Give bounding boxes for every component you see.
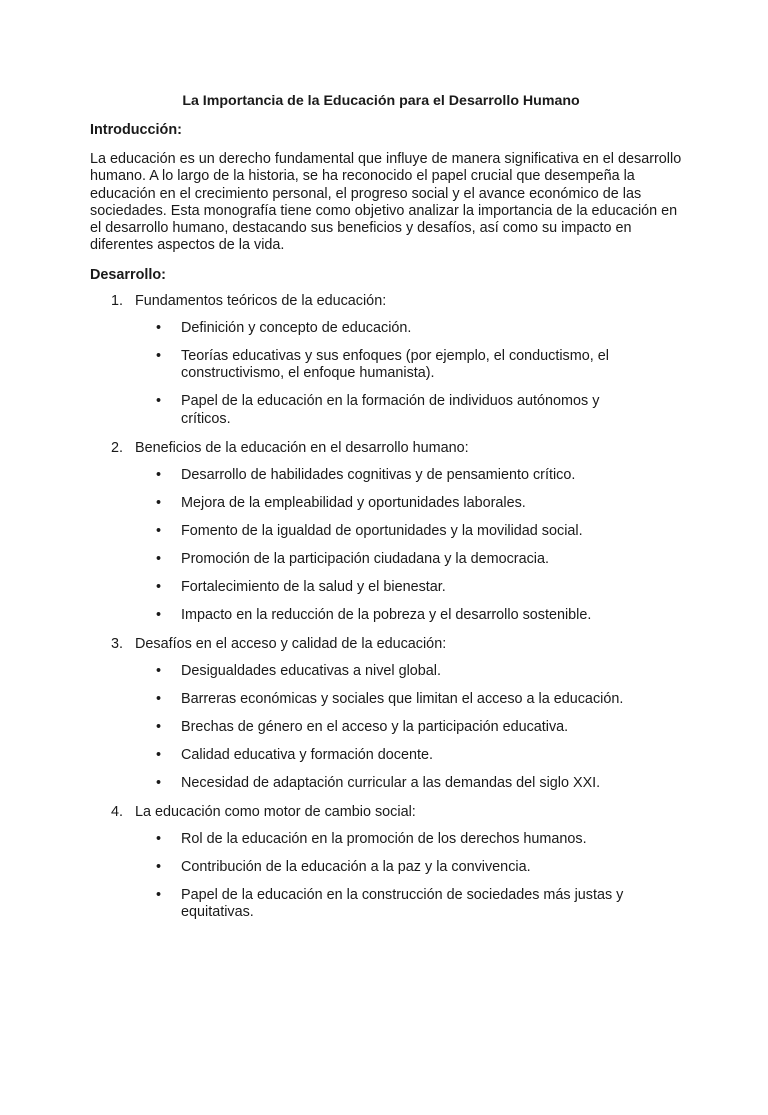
bullet-icon: • [156, 578, 162, 595]
document-page [0, 91, 768, 1115]
bullet-item [135, 467, 652, 485]
bullet-item [135, 691, 652, 709]
bullet-icon: • [156, 858, 162, 875]
bullet-list [135, 467, 672, 625]
bullet-list [135, 831, 672, 922]
bullet-item [135, 551, 652, 569]
bullet-icon: • [156, 393, 162, 410]
bullet-item [135, 393, 652, 428]
bullet-item [135, 775, 652, 793]
bullet-icon: • [156, 830, 162, 847]
outline-section-number: 4. [111, 803, 124, 820]
outline-section [90, 439, 672, 625]
bullet-icon: • [156, 319, 162, 336]
outline-section-number: 1. [111, 292, 124, 309]
bullet-icon: • [156, 550, 162, 567]
bullet-text: Desigualdades educativas a nivel global. [181, 662, 442, 679]
bullet-item [135, 719, 652, 737]
bullet-text: Mejora de la empleabilidad y oportunidades laborales. [181, 494, 526, 511]
outline-section [90, 635, 672, 793]
bullet-icon: • [156, 606, 162, 623]
bullet-item [135, 348, 652, 383]
bullet-text: Brechas de género en el acceso y la participación educativa. [181, 718, 569, 735]
outline-section-label: La educación como motor de cambio social: [135, 803, 416, 820]
outline-section-number: 2. [111, 439, 124, 456]
bullet-item [135, 859, 652, 877]
bullet-item [135, 663, 652, 681]
outline-section [90, 803, 672, 922]
document-title: La Importancia de la Educación para el Desarrollo Humano [182, 93, 580, 109]
bullet-item [135, 579, 652, 597]
bullet-item [135, 831, 652, 849]
bullet-text: Teorías educativas y sus enfoques (por ejemplo, el conductismo, el constructivismo, el enfoque humanista). [181, 347, 609, 382]
bullet-text: Definición y concepto de educación. [181, 319, 412, 336]
bullet-text: Papel de la educación en la formación de individuos autónomos y críticos. [181, 393, 600, 427]
outline-section-label: Beneficios de la educación en el desarrollo humano: [135, 439, 469, 456]
bullet-list [135, 320, 672, 429]
bullet-icon: • [156, 718, 162, 735]
bullet-item [135, 607, 652, 625]
bullet-text: Impacto en la reducción de la pobreza y el desarrollo sostenible. [181, 606, 592, 623]
bullet-icon: • [156, 347, 162, 364]
bullet-item [135, 495, 652, 513]
bullet-text: Rol de la educación en la promoción de los derechos humanos. [181, 830, 587, 847]
outline-section-label: Desafíos en el acceso y calidad de la educación: [135, 635, 447, 652]
bullet-icon: • [156, 522, 162, 539]
bullet-icon: • [156, 746, 162, 763]
intro-heading: Introducción: [90, 122, 182, 138]
bullet-item [135, 747, 652, 765]
bullet-item [135, 320, 652, 338]
bullet-icon: • [156, 494, 162, 511]
outline-section-label: Fundamentos teóricos de la educación: [135, 292, 387, 309]
bullet-icon: • [156, 774, 162, 791]
bullet-icon: • [156, 690, 162, 707]
bullet-text: Fortalecimiento de la salud y el bienestar. [181, 578, 446, 595]
intro-paragraph: La educación es un derecho fundamental que influye de manera significativa en el desarrollo humano. A lo largo de la historia, se ha reconocido el papel crucial que desempeña la educación en el crecimiento personal, el progreso social y el avance económico de las sociedades. Esta monografía tiene como objetivo analizar la importancia de la educación en el desarrollo humano, destacando sus beneficios y desafíos, así como su impacto en diferentes aspectos de la vida. [90, 151, 682, 254]
bullet-icon: • [156, 466, 162, 483]
bullet-text: Papel de la educación en la construcción de sociedades más justas y equitativas. [181, 886, 624, 921]
bullet-list [135, 663, 672, 793]
bullet-text: Calidad educativa y formación docente. [181, 746, 433, 763]
bullet-text: Barreras económicas y sociales que limitan el acceso a la educación. [181, 690, 624, 707]
bullet-icon: • [156, 662, 162, 679]
bullet-icon: • [156, 886, 162, 903]
development-heading: Desarrollo: [90, 266, 166, 283]
outline-section-number: 3. [111, 635, 124, 652]
bullet-text: Necesidad de adaptación curricular a las demandas del siglo XXI. [181, 774, 601, 791]
bullet-item [135, 887, 652, 922]
outline-section [90, 292, 672, 429]
bullet-text: Fomento de la igualdad de oportunidades y la movilidad social. [181, 522, 583, 539]
bullet-text: Desarrollo de habilidades cognitivas y de pensamiento crítico. [181, 466, 576, 483]
bullet-item [135, 523, 652, 541]
bullet-text: Promoción de la participación ciudadana y la democracia. [181, 550, 549, 567]
bullet-text: Contribución de la educación a la paz y la convivencia. [181, 858, 531, 875]
development-outline [90, 292, 672, 922]
